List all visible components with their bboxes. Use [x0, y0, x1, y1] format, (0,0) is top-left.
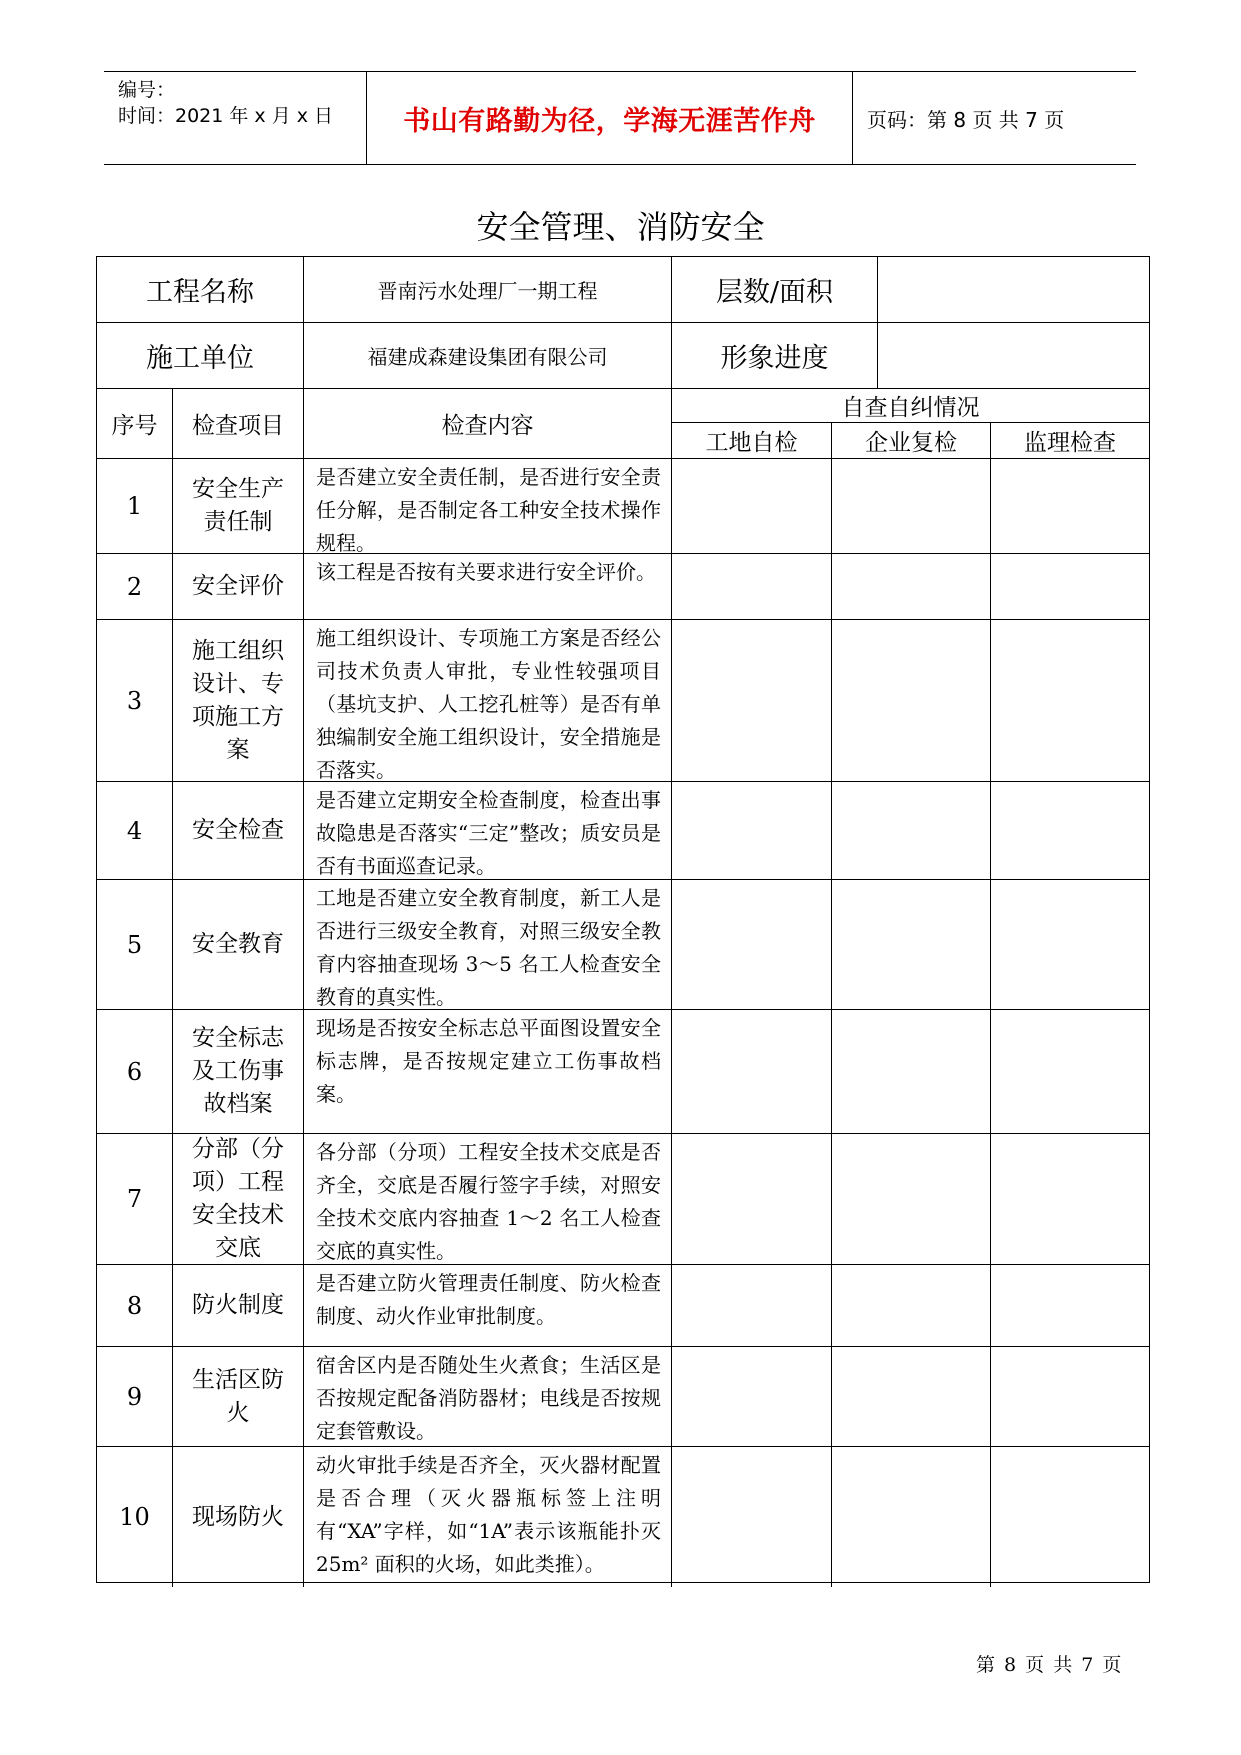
row-check-item: 安全评价 [173, 554, 304, 620]
row-company-check-cell [832, 1447, 991, 1587]
row-check-item: 生活区防火 [173, 1347, 304, 1447]
contractor-value: 福建成森建设集团有限公司 [304, 323, 672, 389]
row-check-item: 安全教育 [173, 880, 304, 1010]
page-title: 安全管理、消防安全 [476, 208, 765, 246]
row-supervisor-check-cell [991, 1265, 1149, 1347]
row-number: 3 [97, 620, 173, 782]
col-content-header: 检查内容 [304, 389, 672, 459]
row-site-check-cell [672, 459, 832, 554]
row-site-check-cell [672, 782, 832, 880]
row-check-item: 安全生产责任制 [173, 459, 304, 554]
col-item-header: 检查项目 [173, 389, 304, 459]
row-number: 10 [97, 1447, 173, 1587]
row-supervisor-check-cell [991, 620, 1149, 782]
row-check-item: 分部（分项）工程安全技术交底 [173, 1134, 304, 1265]
row-number: 7 [97, 1134, 173, 1265]
project-name-label: 工程名称 [97, 257, 304, 323]
row-check-content: 该工程是否按有关要求进行安全评价。 [304, 554, 672, 620]
col-selfcheck-group-header: 自查自纠情况 [672, 389, 1149, 423]
row-company-check-cell [832, 1265, 991, 1347]
row-number: 6 [97, 1010, 173, 1134]
row-check-content: 施工组织设计、专项施工方案是否经公司技术负责人审批，专业性较强项目（基坑支护、人工挖孔桩等）是否有单独编制安全施工组织设计，安全措施是否落实。 [304, 620, 672, 782]
row-check-content: 工地是否建立安全教育制度，新工人是否进行三级安全教育，对照三级安全教育内容抽查现场 3～5 名工人检查安全教育的真实性。 [304, 880, 672, 1010]
row-number: 5 [97, 880, 173, 1010]
inspection-table [96, 256, 1150, 1583]
row-site-check-cell [672, 880, 832, 1010]
row-number: 4 [97, 782, 173, 880]
row-site-check-cell [672, 1010, 832, 1134]
page-number-label: 页码：第 8 页 共 7 页 [867, 107, 1065, 132]
time-label: 时间：2021 年 x 月 x 日 [118, 105, 334, 127]
row-check-content: 是否建立防火管理责任制度、防火检查制度、动火作业审批制度。 [304, 1265, 672, 1347]
row-number: 9 [97, 1347, 173, 1447]
number-label: 编号： [118, 79, 176, 101]
row-check-item: 安全标志及工伤事故档案 [173, 1010, 304, 1134]
row-check-item: 施工组织设计、专项施工方案 [173, 620, 304, 782]
header-page-cell [853, 72, 1136, 164]
progress-label: 形象进度 [672, 323, 878, 389]
row-company-check-cell [832, 880, 991, 1010]
row-supervisor-check-cell [991, 554, 1149, 620]
row-company-check-cell [832, 1347, 991, 1447]
row-supervisor-check-cell [991, 1010, 1149, 1134]
row-supervisor-check-cell [991, 1134, 1149, 1265]
page-footer: 第 8 页 共 7 页 [976, 1654, 1122, 1676]
row-site-check-cell [672, 554, 832, 620]
row-site-check-cell [672, 1134, 832, 1265]
row-company-check-cell [832, 459, 991, 554]
col-seq-header: 序号 [97, 389, 173, 459]
motto: 书山有路勤为径，学海无涯苦作舟 [403, 105, 816, 137]
floors-area-label: 层数/面积 [672, 257, 878, 323]
row-check-content: 各分部（分项）工程安全技术交底是否齐全，交底是否履行签字手续，对照安全技术交底内容抽查 1～2 名工人检查交底的真实性。 [304, 1134, 672, 1265]
row-company-check-cell [832, 1010, 991, 1134]
document-header [104, 71, 1136, 165]
row-supervisor-check-cell [991, 1347, 1149, 1447]
col-company-check-header: 企业复检 [832, 423, 991, 459]
progress-value [878, 323, 1149, 389]
contractor-label: 施工单位 [97, 323, 304, 389]
row-company-check-cell [832, 620, 991, 782]
row-number: 1 [97, 459, 173, 554]
project-name-value: 晋南污水处理厂一期工程 [304, 257, 672, 323]
col-site-check-header: 工地自检 [672, 423, 832, 459]
row-site-check-cell [672, 1347, 832, 1447]
row-number: 8 [97, 1265, 173, 1347]
row-supervisor-check-cell [991, 782, 1149, 880]
row-site-check-cell [672, 620, 832, 782]
row-supervisor-check-cell [991, 459, 1149, 554]
row-check-content: 现场是否按安全标志总平面图设置安全标志牌，是否按规定建立工伤事故档案。 [304, 1010, 672, 1134]
floors-area-value [878, 257, 1149, 323]
row-supervisor-check-cell [991, 1447, 1149, 1587]
row-company-check-cell [832, 554, 991, 620]
row-site-check-cell [672, 1265, 832, 1347]
row-number: 2 [97, 554, 173, 620]
row-check-content: 是否建立定期安全检查制度，检查出事故隐患是否落实“三定”整改；质安员是否有书面巡查记录。 [304, 782, 672, 880]
row-supervisor-check-cell [991, 880, 1149, 1010]
row-check-content: 是否建立安全责任制，是否进行安全责任分解，是否制定各工种安全技术操作规程。 [304, 459, 672, 554]
col-supervisor-check-header: 监理检查 [991, 423, 1149, 459]
row-check-item: 防火制度 [173, 1265, 304, 1347]
header-meta-cell [104, 72, 367, 164]
row-company-check-cell [832, 1134, 991, 1265]
header-motto-cell [367, 72, 853, 164]
row-check-item: 安全检查 [173, 782, 304, 880]
row-company-check-cell [832, 782, 991, 880]
row-check-item: 现场防火 [173, 1447, 304, 1587]
row-site-check-cell [672, 1447, 832, 1587]
row-check-content: 动火审批手续是否齐全，灭火器材配置是否合理（灭火器瓶标签上注明有“XA”字样，如“1A”表示该瓶能扑灭 25m² 面积的火场，如此类推）。 [304, 1447, 672, 1587]
row-check-content: 宿舍区内是否随处生火煮食；生活区是否按规定配备消防器材；电线是否按规定套管敷设。 [304, 1347, 672, 1447]
